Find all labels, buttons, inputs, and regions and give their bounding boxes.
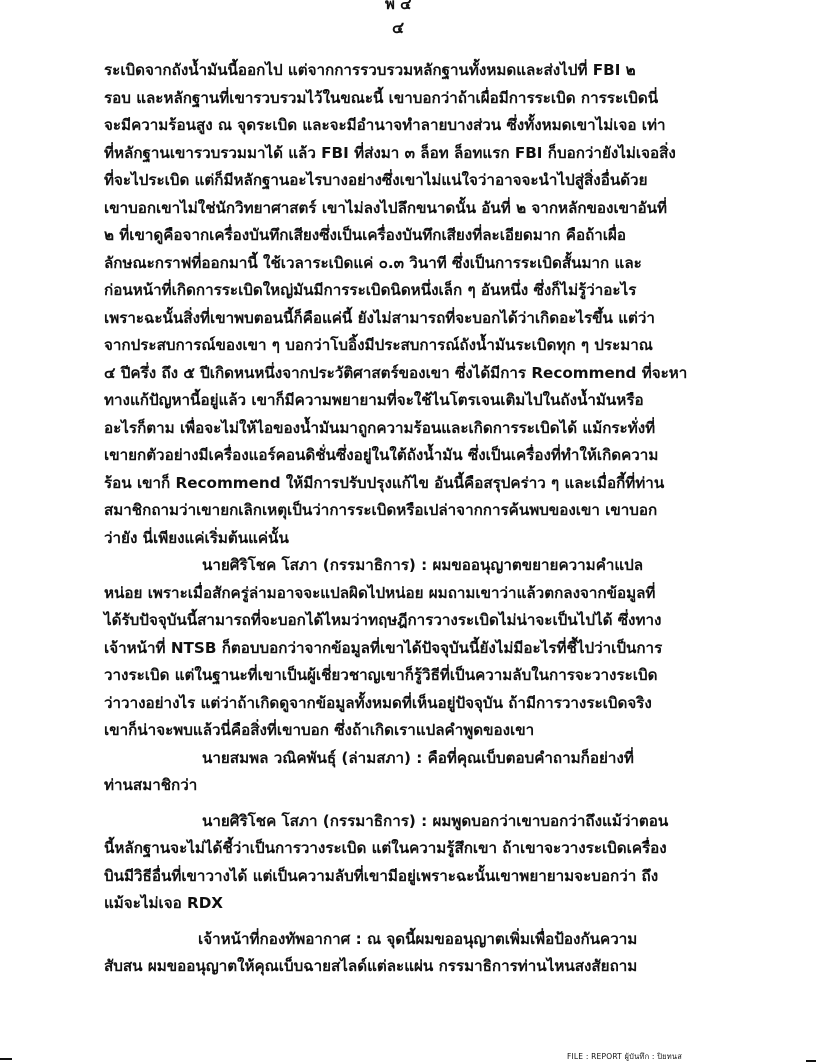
- paragraph-gap: [104, 918, 678, 926]
- footer-file-info: FILE : REPORT ผู้บันทึก : ปิยทนส: [567, 1052, 683, 1061]
- text-line: ท่านสมาชิกว่า: [104, 776, 198, 794]
- text-line: แม้จะไม่เจอ RDX: [104, 894, 224, 912]
- text-line: ระเบิดจากถังน้ำมันนี้ออกไป แต่จากการรวบรวมหลักฐานทั้งหมดและส่งไปที่ FBI ๒: [104, 61, 636, 79]
- scan-edge-mark: [806, 1060, 816, 1062]
- text-line: วางระเบิด แต่ในฐานะที่เขาเป็นผู้เชี่ยวชาญเขาก็รู้วิธีที่เป็นความลับในการจะวางระเบิด: [104, 666, 658, 684]
- paragraph-gap: [104, 800, 678, 808]
- text-line: ได้รับปัจจุบันนี้สามารถที่จะบอกได้ไหมว่าทฤษฎีการวางระเบิดไม่น่าจะเป็นไปได้ ซึ่งทาง: [104, 611, 662, 629]
- transcript-body: [104, 57, 688, 981]
- text-line: เจ้าหน้าที่ NTSB ก็ตอบบอกว่าจากข้อมูลที่เขาได้ปัจจุบันนี้ยังไม่มีอะไรที่ชี้ไปว่าเป็นการ: [104, 638, 663, 657]
- text-line: ร้อน เขาก็ Recommend ให้มีการปรับปรุงแก้ไข อันนี้คือสรุปคร่าว ๆ และเมื่อกี้ที่ท่าน: [104, 473, 665, 492]
- paragraph-5: [104, 926, 678, 981]
- text-line: จากประสบการณ์ของเขา ๆ บอกว่าโบอิ้งมีประสบการณ์ถังน้ำมันระเบิดทุก ๆ ประมาณ: [104, 336, 653, 354]
- speaker-line: นายศิริโชค โสภา (กรรมาธิการ) : ผมขออนุญาตขยายความคำแปล: [202, 556, 644, 574]
- text-line: จะมีความร้อนสูง ณ จุดระเบิด และจะมีอำนาจทำลายบางส่วน ซึ่งทั้งหมดเขาไม่เจอ เท่า: [104, 116, 666, 134]
- speaker-line: นายสมพล วณิคพันธุ์ (ล่ามสภา) : คือที่คุณเบ็บตอบคำถามก็อย่างที่: [202, 748, 634, 767]
- text-line: เขาก็น่าจะพบแล้วนี่คือสิ่งที่เขาบอก ซึ่งถ้าเกิดเราแปลคำพูดของเขา: [104, 721, 535, 739]
- text-line: ว่าวางอย่างไร แต่ว่าถ้าเกิดดูจากข้อมูลทั้งหมดที่เห็นอยู่ปัจจุบัน ถ้ามีการวางระเบิดจริง: [104, 693, 652, 712]
- text-line: เพราะฉะนั้นสิ่งที่เขาพบตอนนี้ก็คือแค่นี้ ยังไม่สามารถที่จะบอกได้ว่าเกิดอะไรขึ้น แต่ว่า: [104, 308, 655, 327]
- text-line: สับสน ผมขออนุญาตให้คุณเบ็บฉายสไลด์แต่ละแผ่น กรรมาธิการท่านไหนสงสัยถาม: [104, 957, 638, 975]
- paragraph-4: [104, 808, 678, 918]
- header-top-mark: พ ๔: [385, 0, 412, 13]
- text-line: ทางแก้ปัญหานี้อยู่แล้ว เขาก็มีความพยายามที่จะใช้ไนโตรเจนเติมไปในถังน้ำมันหรือ: [104, 391, 644, 409]
- text-line: ลักษณะกราฟที่ออกมานี้ ใช้เวลาระเบิดแค่ ๐.๓ วินาที ซึ่งเป็นการระเบิดสั้นมาก และ: [104, 253, 642, 272]
- text-line: สมาชิกถามว่าเขายกเลิกเหตุเป็นว่าการระเบิดหรือเปล่าจากการค้นพบของเขา เขาบอก: [104, 501, 658, 519]
- text-line: ว่ายัง นี่เพียงแค่เริ่มต้นแค่นั้น: [104, 528, 289, 547]
- scan-edge-mark: [0, 1058, 12, 1060]
- paragraph-2: [104, 552, 678, 745]
- paragraph-1: [104, 57, 688, 552]
- text-line: รอบ และหลักฐานที่เขารวบรวมไว้ในขณะนี้ เขาบอกว่าถ้าเผื่อมีการระเบิด การระเบิดนี่: [104, 88, 659, 107]
- text-line: หน่อย เพราะเมื่อสักครู่ล่ามอาจจะแปลผิดไปหน่อย ผมถามเขาว่าแล้วตกลงจากข้อมูลที่: [104, 583, 656, 602]
- speaker-line: นายศิริโชค โสภา (กรรมาธิการ) : ผมพูดบอกว่าเขาบอกว่าถึงแม้ว่าตอน: [202, 811, 669, 830]
- text-line: ก่อนหน้าที่เกิดการระเบิดใหญ่มันมีการระเบิดนิดหนึ่งเล็ก ๆ อันหนึ่ง ซึ่งก็ไม่รู้ว่าอะไร: [104, 281, 637, 299]
- text-line: อะไรก็ตาม เพื่อจะไม่ให้ไอของน้ำมันมาถูกความร้อนและเกิดการระเบิดได้ แม้กระทั่งที่: [104, 418, 656, 437]
- text-line: นี้หลักฐานจะไม่ได้ชี้ว่าเป็นการวางระเบิด แต่ในความรู้สึกเขา ถ้าเขาจะวางระเบิดเครื่อง: [104, 839, 667, 857]
- text-line: เขาบอกเขาไม่ใช่นักวิทยาศาสตร์ เขาไม่ลงไปลึกขนาดนั้น อันที่ ๒ จากหลักของเขาอันที่: [104, 198, 668, 217]
- text-line: บินมีวิธีอื่นที่เขาวางได้ แต่เป็นความลับที่เขามีอยู่เพราะฉะนั้นเขาพยายามจะบอกว่า ถึง: [104, 866, 659, 885]
- speaker-line: เจ้าหน้าที่กองทัพอากาศ : ณ จุดนี้ผมขออนุญาตเพิ่มเพื่อป้องกันความ: [198, 929, 638, 948]
- page-number: ๔: [392, 18, 405, 37]
- text-line: ๔ ปีครึ่ง ถึง ๕ ปีเกิดหนหนึ่งจากประวัติศาสตร์ของเขา ซึ่งได้มีการ Recommend ที่จะหา: [104, 363, 688, 382]
- text-line: เขายกตัวอย่างมีเครื่องแอร์คอนดิชั่นซึ่งอยู่ในใต้ถังน้ำมัน ซึ่งเป็นเครื่องที่ทำให้เกิดความ: [104, 446, 659, 464]
- text-line: ที่หลักฐานเขารวบรวมมาได้ แล้ว FBI ที่ส่งมา ๓ ล็อท ล็อทแรก FBI ก็บอกว่ายังไม่เจอสิ่ง: [104, 143, 676, 162]
- paragraph-3: [104, 745, 678, 800]
- text-line: ที่จะไประเบิด แต่ก็มีหลักฐานอะไรบางอย่างซึ่งเขาไม่แน่ใจว่าอาจจะนำไปสู่สิ่งอื่นด้วย: [104, 171, 648, 189]
- text-line: ๒ ที่เขาดูคือจากเครื่องบันทึกเสียงซึ่งเป็นเครื่องบันทึกเสียงที่ละเอียดมาก คือถ้าเผื่อ: [104, 226, 627, 244]
